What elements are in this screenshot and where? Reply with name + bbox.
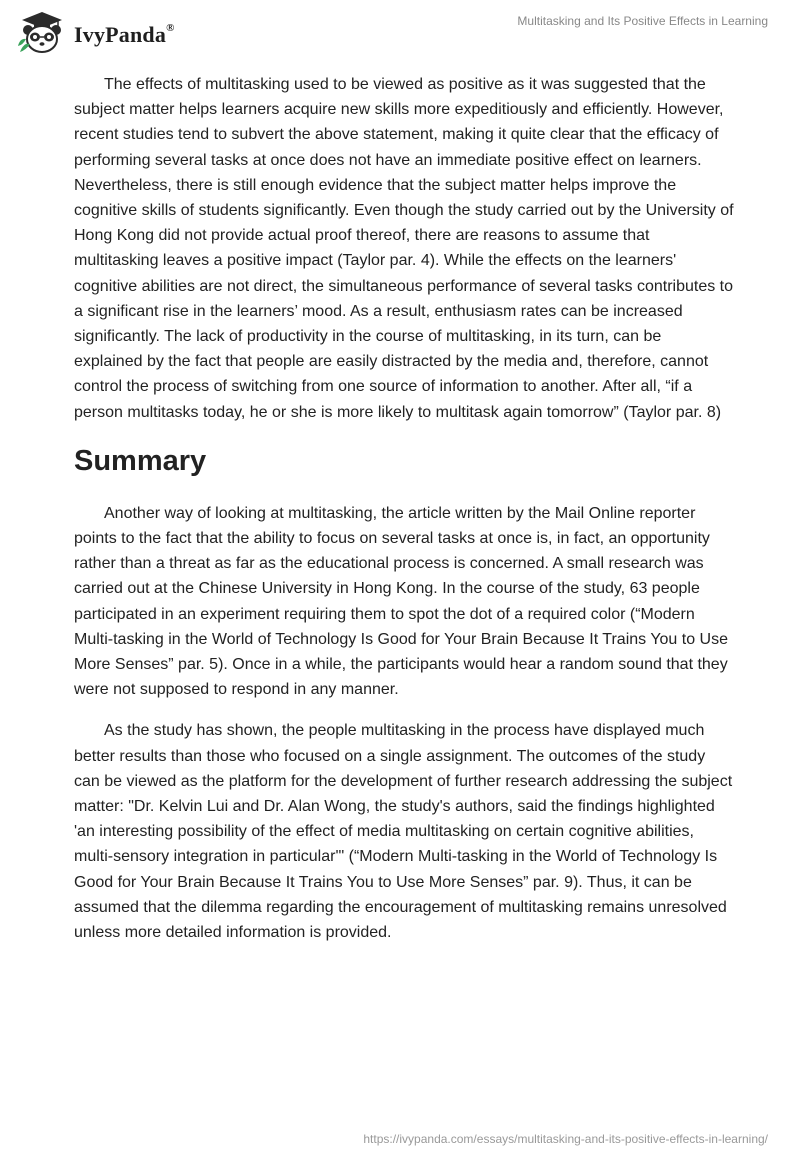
summary-paragraph-2: As the study has shown, the people multitasking in the process have displayed much better results than those who focused on a single assignment. The outcomes of the study can be viewed as the platform for the development of further research addressing the subject matter: "Dr. Kelvin Lui and Dr. Alan Wong, the study's authors, said the findings highlighted 'an interesting possibility of the effect of media multitasking on certain cognitive abilities, multi-sensory integration in particular'" (“Modern Multi-tasking in the World of Technology Is Good for Your Brain Because It Trains You to Use More Senses” par. 9). Thus, it can be assumed that the dilemma regarding the encouragement of multitasking remains unresolved unless more detailed information is provided. [74, 722, 733, 942]
panda-graduate-icon [14, 8, 70, 61]
logo-wordmark [74, 22, 175, 48]
page-header [0, 0, 800, 64]
summary-heading: Summary [74, 444, 207, 477]
intro-paragraph: The effects of multitasking used to be viewed as positive as it was suggested that the subject matter helps learners acquire new skills more expeditiously and efficiently. However, recent studies tend to subvert the above statement, making it quite clear that the efficacy of performing several tasks at once does not have an immediate positive effect on learners. Nevertheless, there is still enough evidence that the subject matter helps improve the cognitive skills of students significantly. Even though the study carried out by the University of Hong Kong did not provide actual proof thereof, there are reasons to assume that multitasking leaves a positive impact (Taylor par. 4). While the effects on the learners' cognitive abilities are not direct, the simultaneous performance of several tasks contributes to a significant rise in the learners’ mood. As a result, enthusiasm rates can be increased significantly. The lack of productivity in the course of multitasking, in its turn, can be explained by the fact that people are easily distracted by the media and, therefore, cannot control the process of switching from one source of information to another. After all, “if a person multitasks today, he or she is more likely to multitask again tomorrow” (Taylor par. 8) [74, 76, 734, 421]
summary-paragraph-1: Another way of looking at multitasking, the article written by the Mail Online reporter points to the fact that the ability to focus on several tasks at once is, in fact, an opportunity rather than a threat as far as the educational process is concerned. A small research was carried out at the Chinese University in Hong Kong. In the course of the study, 63 people participated in an experiment requiring them to spot the dot of a required color (“Modern Multi-tasking in the World of Technology Is Good for Your Brain Because It Trains You to Use More Senses” par. 5). Once in a while, the participants would hear a random sound that they were not supposed to respond in any manner. [74, 504, 728, 699]
registered-mark: ® [166, 22, 175, 35]
logo-text: IvyPanda [74, 21, 167, 47]
source-url[interactable]: https://ivypanda.com/essays/multitasking-and-its-positive-effects-in-learning/ [363, 1132, 768, 1146]
document-title: Multitasking and Its Positive Effects in Learning [517, 14, 768, 28]
essay-body [74, 72, 734, 961]
ivypanda-logo[interactable] [14, 8, 175, 61]
